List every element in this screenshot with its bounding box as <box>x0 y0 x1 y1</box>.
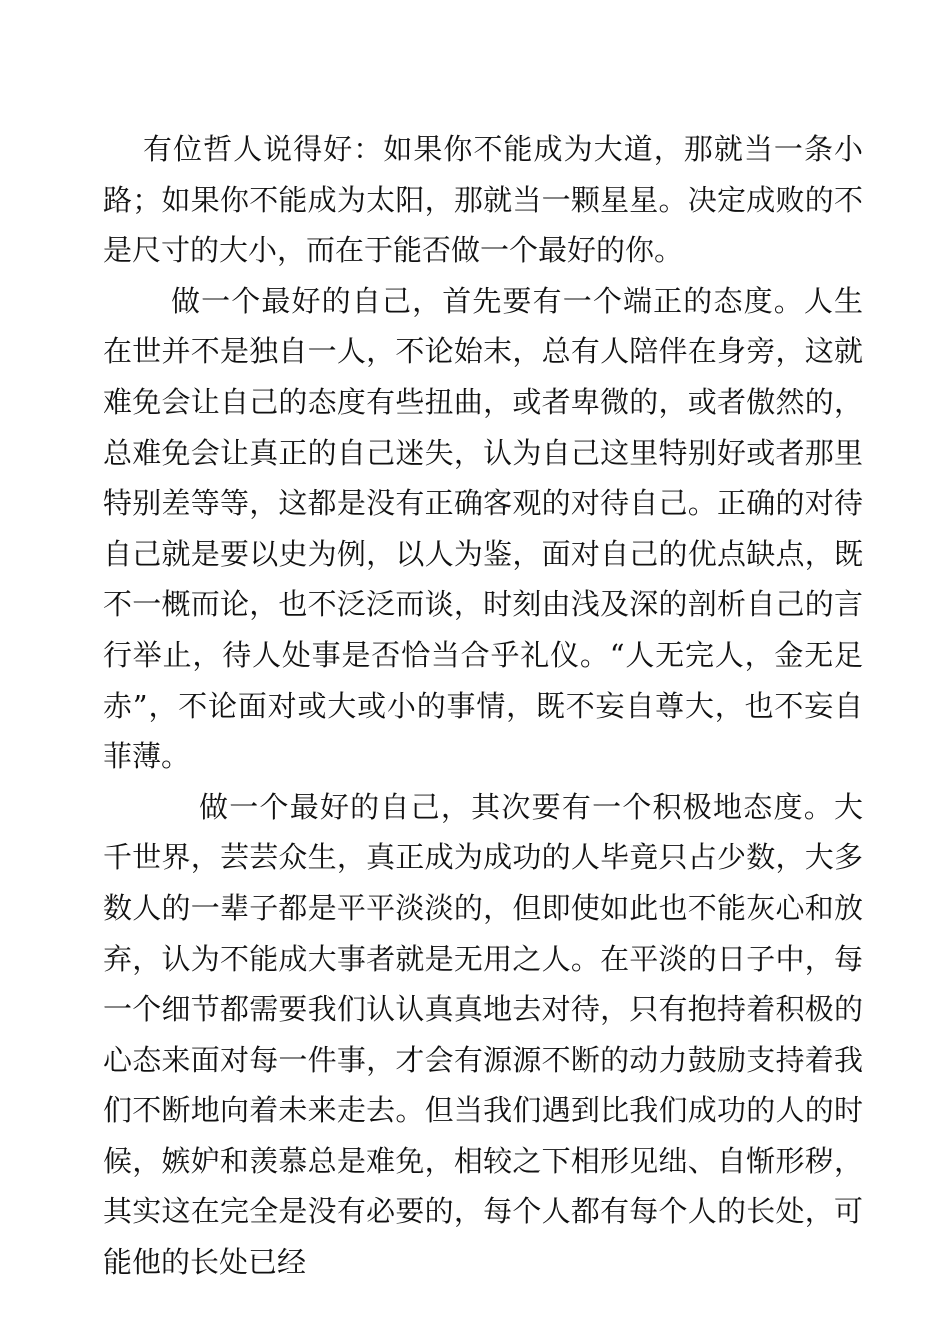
paragraph-attitude-positive: 做一个最好的自己，其次要有一个积极地态度。大千世界，芸芸众生，真正成为成功的人毕竟只占少数，大多数人的一辈子都是平平淡淡的，但即使如此也不能灰心和放弃，认为不能成大事者就是无用之人。在平淡的日子中，每一个细节都需要我们认认真真地去对待，只有抱持着积极的心态来面对每一件事，才会有源源不断的动力鼓励支持着我们不断地向着未来走去。但当我们遇到比我们成功的人的时候，嫉妒和羡慕总是难免，相较之下相形见绌、自惭形秽，其实这在完全是没有必要的，每个人都有每个人的长处，可能他的长处已经 <box>103 789 863 1280</box>
paragraph-attitude-correct: 做一个最好的自己，首先要有一个端正的态度。人生在世并不是独自一人，不论始末，总有人陪伴在身旁，这就难免会让自己的态度有些扭曲，或者卑微的，或者傲然的，总难免会让真正的自己迷失，认为自己这里特别好或者那里特别差等等，这都是没有正确客观的对待自己。正确的对待自己就是要以史为例，以人为鉴，面对自己的优点缺点，既不一概而论，也不泛泛而谈，时刻由浅及深的剖析自己的言行举止，待人处事是否恰当合乎礼仪。“人无完人，金无足赤”，不论面对或大或小的事情，既不妄自尊大，也不妄自菲薄。 <box>103 283 863 774</box>
document-body <box>103 124 863 1288</box>
paragraph-intro: 有位哲人说得好：如果你不能成为大道，那就当一条小路；如果你不能成为太阳，那就当一颗星星。决定成败的不是尺寸的大小，而在于能否做一个最好的你。 <box>103 132 863 268</box>
